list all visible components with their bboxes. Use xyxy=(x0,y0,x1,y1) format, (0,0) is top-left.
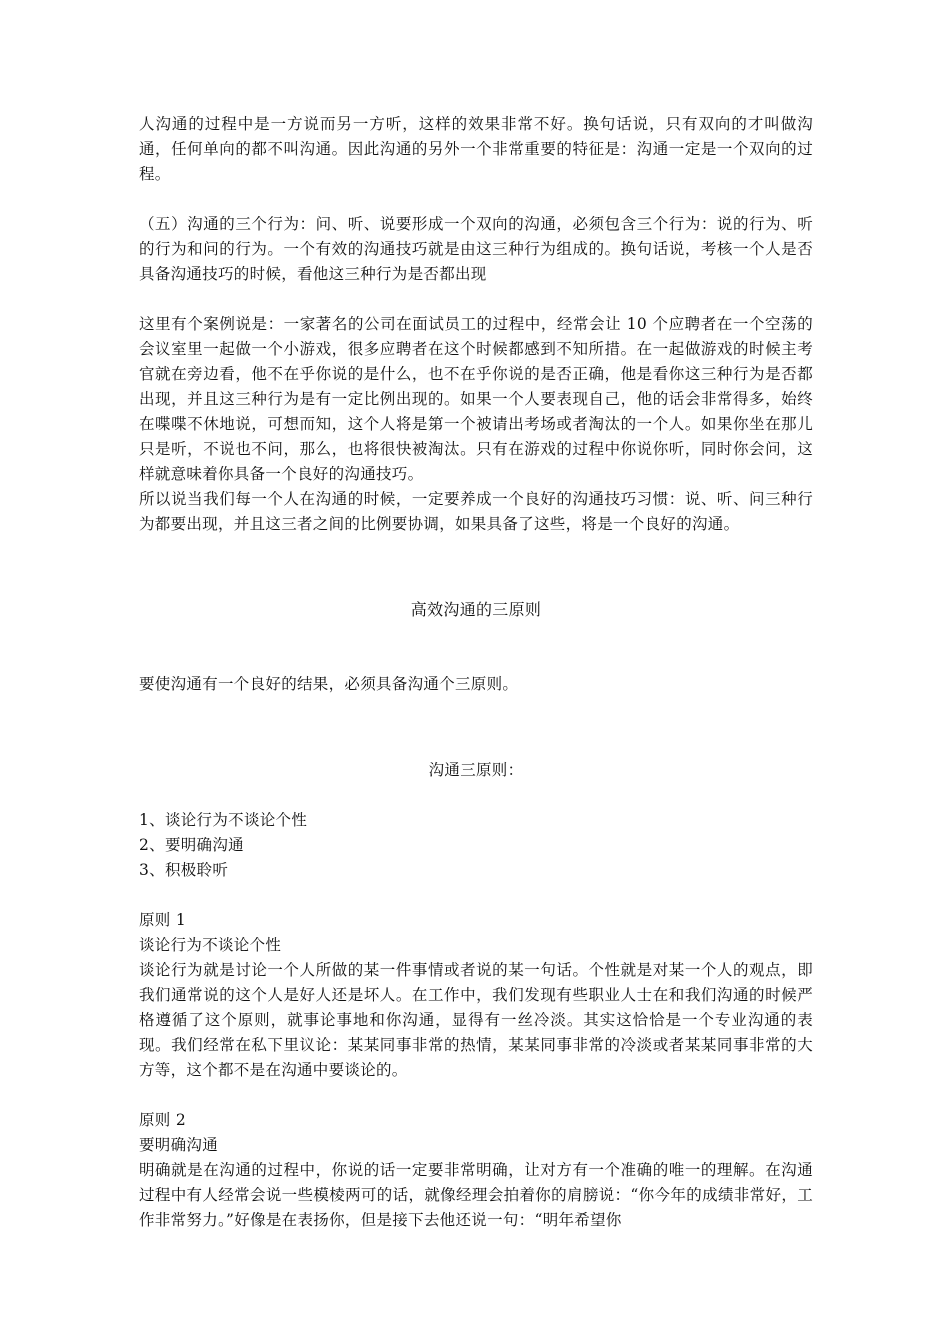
principle2-label: 原则 2 xyxy=(139,1111,186,1129)
document-title: 高效沟通的三原则 xyxy=(410,600,542,619)
principles-heading: 沟通三原则： xyxy=(428,761,524,779)
case-paragraph: 这里有个案例说是：一家著名的公司在面试员工的过程中，经常会让 10 个应聘者在一个空荡的会议室里一起做一个小游戏，很多应聘者在这个时候都感到不知所措。在一起做游戏的时候主考官就在旁边看，他不在乎你说的是什么，也不在乎你说的是否正确，他是看你这三种行为是否都出现，并且这三种行为是有一定比例出现的。如果一个人要表现自己，他的话会非常得多，始终在喋喋不休地说，可想而知，这个人将是第一个被请出考场或者淘汰的一个人。如果你坐在那儿只是听，不说也不问，那么，也将很快被淘汰。只有在游戏的过程中你说你听，同时你会问，这样就意味着你具备一个良好的沟通技巧。 xyxy=(139,315,813,483)
list-item: 1、谈论行为不谈论个性 xyxy=(139,811,308,829)
list-item: 3、积极聆听 xyxy=(139,861,229,879)
title-intro: 要使沟通有一个良好的结果，必须具备沟通个三原则。 xyxy=(139,675,519,693)
principle2-body: 明确就是在沟通的过程中，你说的话一定要非常明确，让对方有一个准确的唯一的理解。在沟通过程中有人经常会说一些模棱两可的话，就像经理会拍着你的肩膀说：“你今年的成绩非常好，工作非常努力。”好像是在表扬你，但是接下去他还说一句：“明年希望你 xyxy=(139,1161,813,1229)
principles-list xyxy=(139,808,813,883)
principle2-name: 要明确沟通 xyxy=(139,1136,219,1154)
principle1-section xyxy=(139,908,813,1083)
section5-paragraph: （五）沟通的三个行为：问、听、说要形成一个双向的沟通，必须包含三个行为：说的行为、听的行为和问的行为。一个有效的沟通技巧就是由这三种行为组成的。换句话说，考核一个人是否具备沟通技巧的时候，看他这三种行为是否都出现 xyxy=(139,215,813,283)
principle1-body: 谈论行为就是讨论一个人所做的某一件事情或者说的某一句话。个性就是对某一个人的观点，即我们通常说的这个人是好人还是坏人。在工作中，我们发现有些职业人士在和我们沟通的时候严格遵循了这个原则，就事论事地和你沟通，显得有一丝冷淡。其实这恰恰是一个专业沟通的表现。我们经常在私下里议论：某某同事非常的热情，某某同事非常的冷淡或者某某同事非常的大方等，这个都不是在沟通中要谈论的。 xyxy=(139,961,813,1079)
document-page xyxy=(139,112,813,1233)
intro-paragraph: 人沟通的过程中是一方说而另一方听，这样的效果非常不好。换句话说，只有双向的才叫做沟通，任何单向的都不叫沟通。因此沟通的另外一个非常重要的特征是：沟通一定是一个双向的过程。 xyxy=(139,115,813,183)
principle1-name: 谈论行为不谈论个性 xyxy=(139,936,282,954)
principle2-section xyxy=(139,1108,813,1233)
principle1-label: 原则 1 xyxy=(139,911,186,929)
list-item: 2、要明确沟通 xyxy=(139,836,244,854)
summary-paragraph: 所以说当我们每一个人在沟通的时候，一定要养成一个良好的沟通技巧习惯：说、听、问三种行为都要出现，并且这三者之间的比例要协调，如果具备了这些，将是一个良好的沟通。 xyxy=(139,490,813,533)
